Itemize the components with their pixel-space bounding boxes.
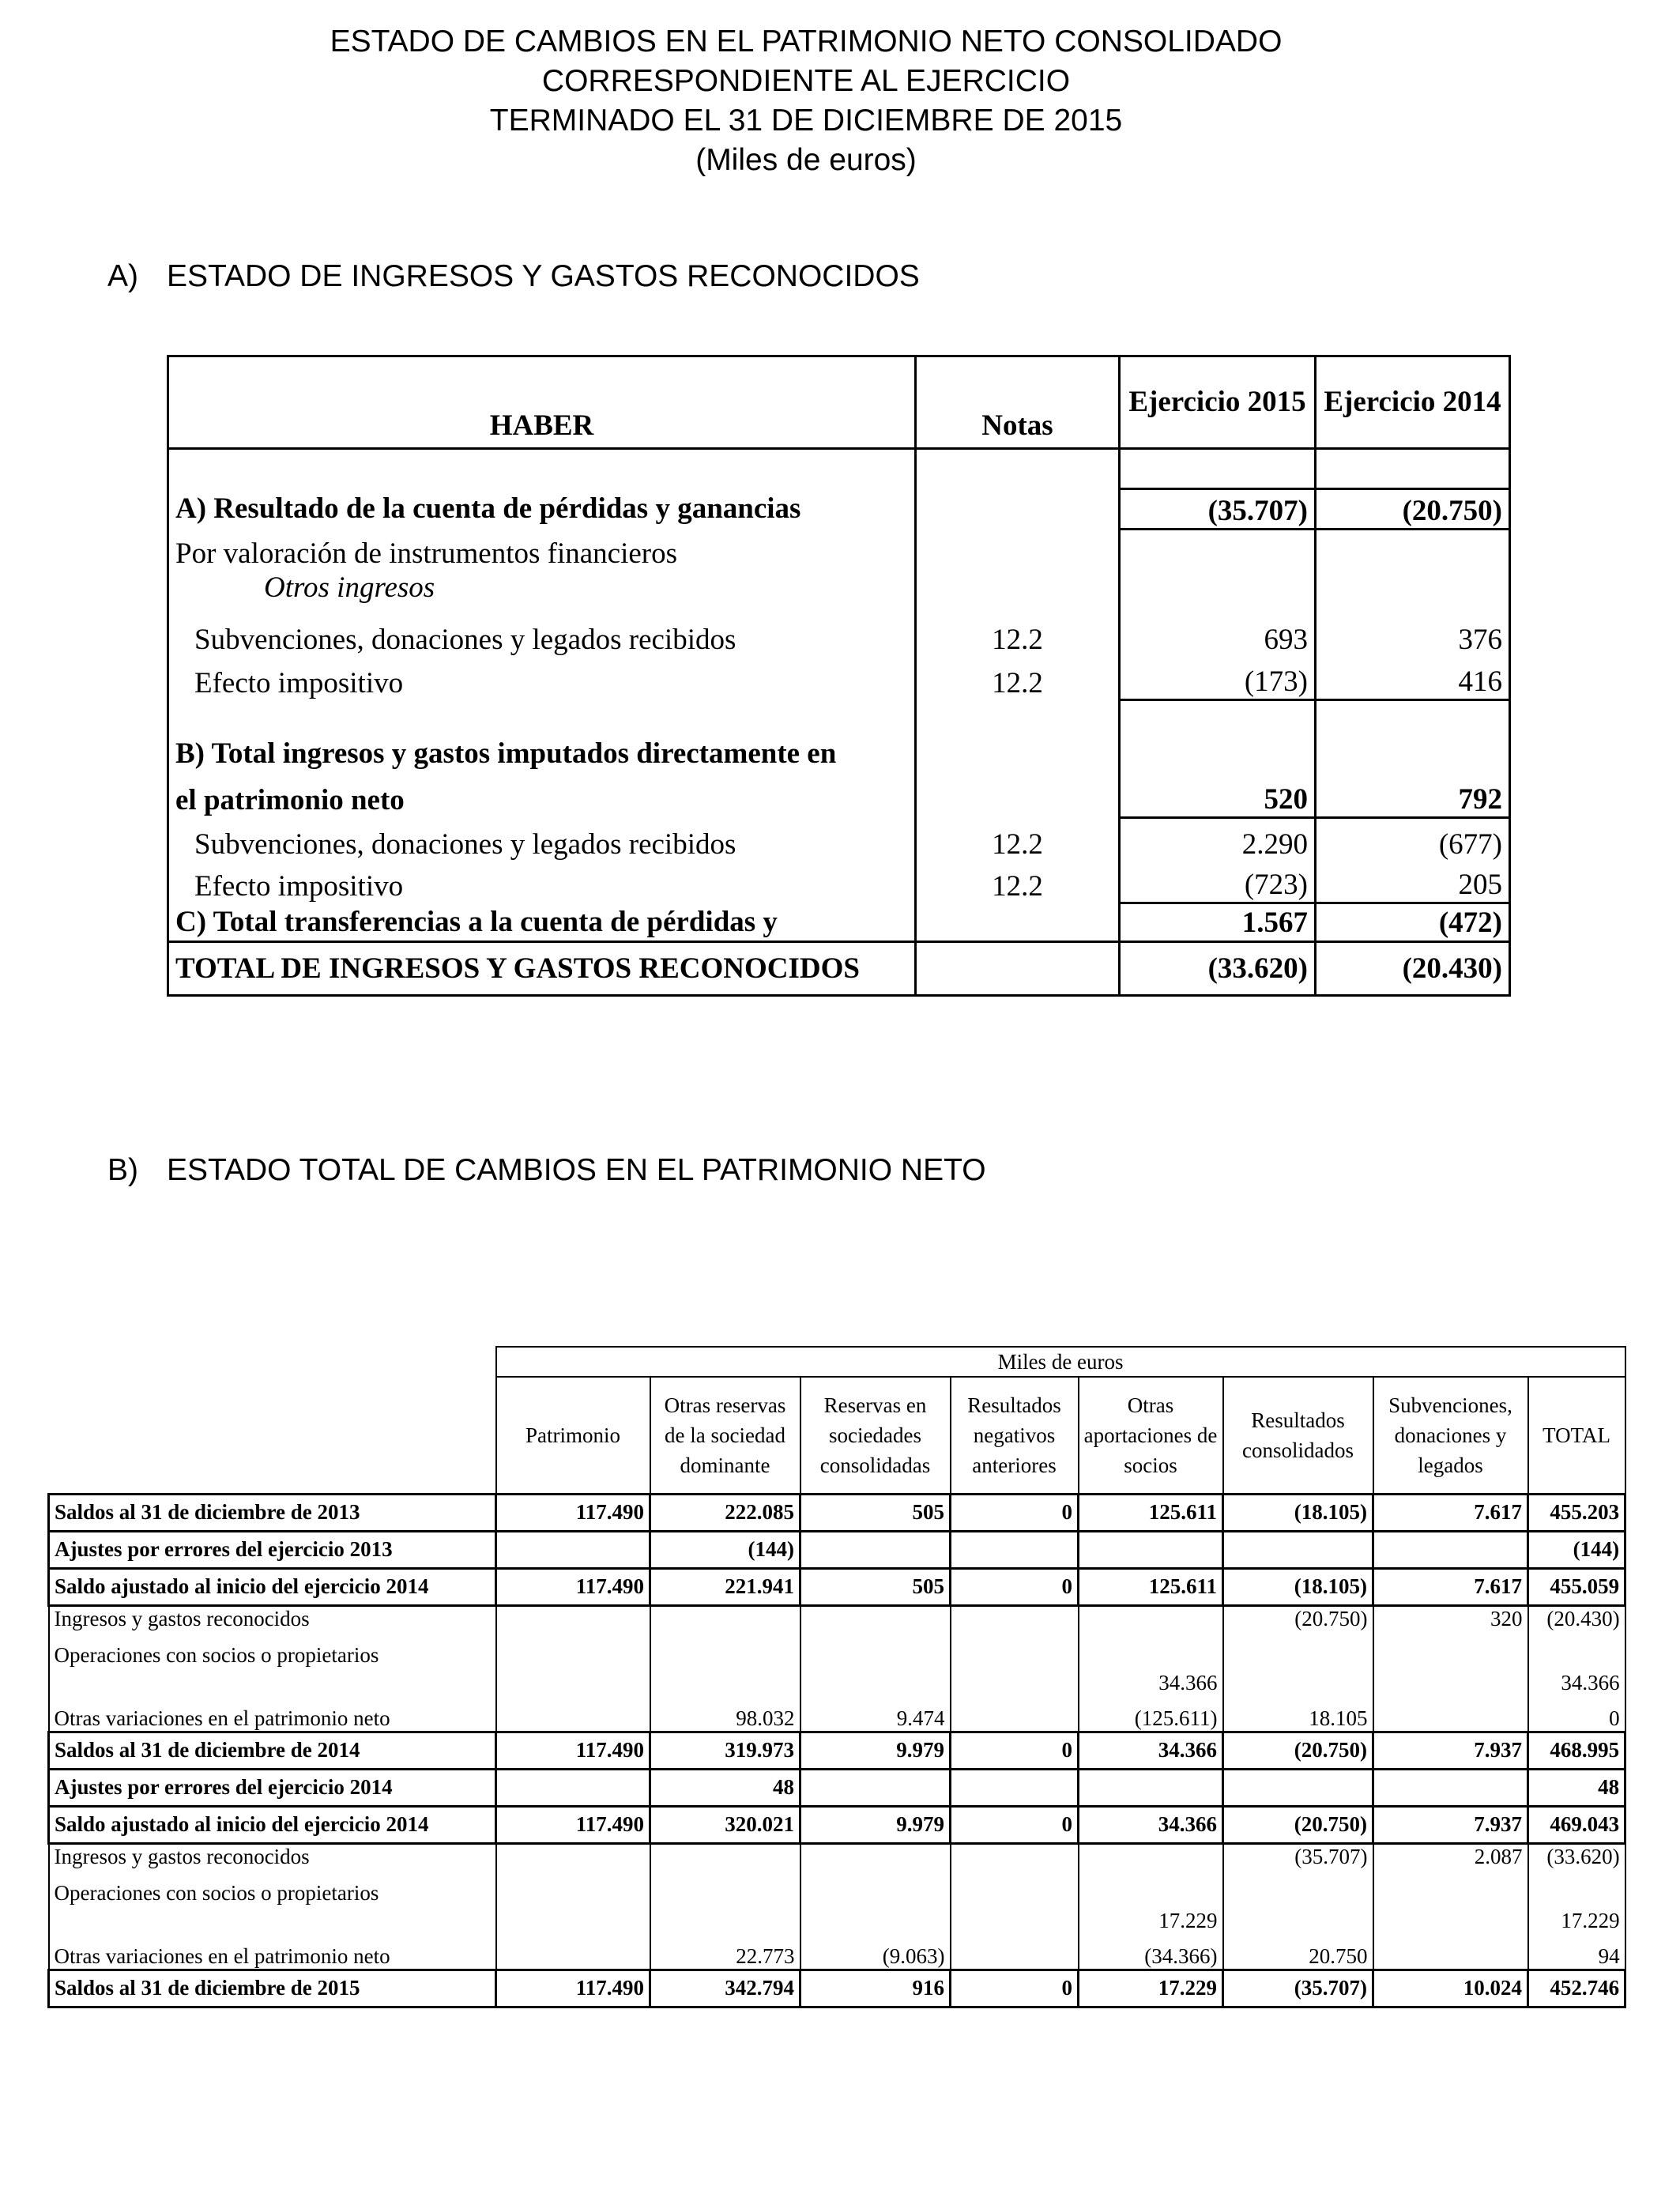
value-2014: (20.430) <box>1316 941 1510 995</box>
cell-value <box>951 1843 1079 1881</box>
header-notas: Notas <box>916 405 1120 448</box>
cell-value <box>496 1769 650 1806</box>
row-label: C) Total transferencias a la cuenta de pérdidas y <box>168 903 916 942</box>
cell-value <box>496 1605 650 1643</box>
cell-value: 319.973 <box>650 1732 800 1769</box>
cell-value: 916 <box>800 1970 951 2007</box>
row-label: Operaciones con socios o propietarios <box>49 1881 496 1933</box>
col-header-subvenciones: Subvenciones, donaciones y legados <box>1373 1377 1528 1494</box>
cell-value: (35.707) <box>1223 1843 1373 1881</box>
cell-value: 98.032 <box>650 1695 800 1732</box>
row-label: Saldos al 31 de diciembre de 2014 <box>49 1732 496 1769</box>
col-header-resultados-negativos: Resultados negativos anteriores <box>951 1377 1079 1494</box>
table-row <box>49 1933 1625 1970</box>
value-2014: (20.750) <box>1316 488 1510 529</box>
cell-value: 125.611 <box>1079 1494 1223 1531</box>
cell-value <box>1223 1643 1373 1695</box>
col-header-patrimonio: Patrimonio <box>496 1377 650 1494</box>
table-row <box>49 1605 1625 1643</box>
cell-value: 0 <box>951 1970 1079 2007</box>
cell-value: (125.611) <box>1079 1695 1223 1732</box>
cell-value: 34.366 <box>1079 1732 1223 1769</box>
cell-value: 455.059 <box>1528 1568 1625 1605</box>
value-2015: (173) <box>1120 657 1316 700</box>
cell-value: 125.611 <box>1079 1568 1223 1605</box>
document-title <box>0 22 1612 180</box>
col-header-total: TOTAL <box>1528 1377 1625 1494</box>
cell-value: 117.490 <box>496 1494 650 1531</box>
row-label: Subvenciones, donaciones y legados recibidos <box>168 613 916 656</box>
table-row <box>49 1881 1625 1933</box>
section-b-title: ESTADO TOTAL DE CAMBIOS EN EL PATRIMONIO NETO <box>167 1153 986 1187</box>
cell-value: 22.773 <box>650 1933 800 1970</box>
row-label: Ingresos y gastos reconocidos <box>49 1843 496 1881</box>
cell-value: (144) <box>650 1531 800 1568</box>
cell-value: 468.995 <box>1528 1732 1625 1769</box>
value-2014: 205 <box>1316 861 1510 903</box>
table-row <box>49 1568 1625 1605</box>
miles-de-euros-header: Miles de euros <box>496 1347 1625 1377</box>
cell-value <box>650 1643 800 1695</box>
cell-value <box>496 1881 650 1933</box>
cell-value: 9.979 <box>800 1806 951 1843</box>
cell-value: 9.979 <box>800 1732 951 1769</box>
cell-value <box>496 1643 650 1695</box>
cell-value <box>1079 1843 1223 1881</box>
col-header-reservas-consolidadas: Reservas en sociedades consolidadas <box>800 1377 951 1494</box>
cell-value <box>496 1531 650 1568</box>
table-row <box>49 1494 1625 1531</box>
title-line-4: (Miles de euros) <box>695 143 917 177</box>
cell-value: 0 <box>1528 1695 1625 1732</box>
row-label: el patrimonio neto <box>168 771 916 817</box>
table-row <box>49 1806 1625 1843</box>
row-label: TOTAL DE INGRESOS Y GASTOS RECONOCIDOS <box>168 941 916 995</box>
cell-value <box>1223 1531 1373 1568</box>
row-label: Subvenciones, donaciones y legados recibidos <box>168 817 916 861</box>
cell-value: (20.750) <box>1223 1605 1373 1643</box>
cell-value: 342.794 <box>650 1970 800 2007</box>
cell-value: 320 <box>1373 1605 1528 1643</box>
cell-value: (34.366) <box>1079 1933 1223 1970</box>
header-haber: HABER <box>168 405 916 448</box>
row-notes: 12.2 <box>916 613 1120 656</box>
cell-value: (20.750) <box>1223 1806 1373 1843</box>
income-expense-table <box>167 355 1511 997</box>
row-label: Ajustes por errores del ejercicio 2013 <box>49 1531 496 1568</box>
cell-value: (20.750) <box>1223 1732 1373 1769</box>
value-2014: 376 <box>1316 613 1510 656</box>
value-2014: (472) <box>1316 903 1510 942</box>
cell-value: 117.490 <box>496 1806 650 1843</box>
table-row <box>49 1695 1625 1732</box>
row-label: A) Resultado de la cuenta de pérdidas y ganancias <box>168 488 916 529</box>
cell-value: 117.490 <box>496 1970 650 2007</box>
row-label: Saldo ajustado al inicio del ejercicio 2014 <box>49 1806 496 1843</box>
row-efecto-1 <box>168 657 1510 700</box>
value-2014: 416 <box>1316 657 1510 700</box>
cell-value: (9.063) <box>800 1933 951 1970</box>
section-a-title: ESTADO DE INGRESOS Y GASTOS RECONOCIDOS <box>167 259 920 293</box>
cell-value <box>951 1933 1079 1970</box>
cell-value <box>1373 1643 1528 1695</box>
cell-value <box>800 1643 951 1695</box>
cell-value: 34.366 <box>1079 1643 1223 1695</box>
cell-value: 17.229 <box>1528 1881 1625 1933</box>
cell-value: 7.937 <box>1373 1806 1528 1843</box>
title-line-1: ESTADO DE CAMBIOS EN EL PATRIMONIO NETO CONSOLIDADO <box>330 25 1283 58</box>
cell-value: 452.746 <box>1528 1970 1625 2007</box>
row-label: Saldos al 31 de diciembre de 2015 <box>49 1970 496 2007</box>
value-2015: (35.707) <box>1120 488 1316 529</box>
section-a-letter: A) <box>107 259 138 293</box>
row-notes: 12.2 <box>916 817 1120 861</box>
cell-value: 117.490 <box>496 1732 650 1769</box>
header-ejercicio-2014: Ejercicio 2014 <box>1316 356 1510 449</box>
cell-value <box>1373 1531 1528 1568</box>
cell-value: 48 <box>650 1769 800 1806</box>
cell-value: 7.617 <box>1373 1494 1528 1531</box>
cell-value <box>1079 1605 1223 1643</box>
value-2014: (677) <box>1316 817 1510 861</box>
cell-value: 94 <box>1528 1933 1625 1970</box>
cell-value: 7.937 <box>1373 1732 1528 1769</box>
row-label: Ajustes por errores del ejercicio 2014 <box>49 1769 496 1806</box>
cell-value: 34.366 <box>1079 1806 1223 1843</box>
value-2015: (723) <box>1120 861 1316 903</box>
cell-value <box>951 1531 1079 1568</box>
table-row <box>49 1970 1625 2007</box>
header-ejercicio-2015: Ejercicio 2015 <box>1120 356 1316 449</box>
col-header-otras-aportaciones: Otras aportaciones de socios <box>1079 1377 1223 1494</box>
cell-value <box>951 1695 1079 1732</box>
cell-value <box>951 1605 1079 1643</box>
value-2015: (33.620) <box>1120 941 1316 995</box>
row-label: Efecto impositivo <box>168 861 916 903</box>
cell-value <box>800 1843 951 1881</box>
cell-value: 320.021 <box>650 1806 800 1843</box>
cell-value: 117.490 <box>496 1568 650 1605</box>
row-subvenciones-1 <box>168 613 1510 656</box>
cell-value <box>1223 1881 1373 1933</box>
row-total-c <box>168 903 1510 942</box>
cell-value <box>496 1695 650 1732</box>
value-2014: 792 <box>1316 771 1510 817</box>
cell-value <box>1079 1531 1223 1568</box>
row-label: B) Total ingresos y gastos imputados directamente en <box>168 700 916 771</box>
title-line-3: TERMINADO EL 31 DE DICIEMBRE DE 2015 <box>489 104 1123 138</box>
cell-value: 0 <box>951 1806 1079 1843</box>
cell-value <box>650 1605 800 1643</box>
cell-value: 469.043 <box>1528 1806 1625 1843</box>
cell-value <box>800 1881 951 1933</box>
cell-value <box>650 1843 800 1881</box>
value-2015: 1.567 <box>1120 903 1316 942</box>
row-label: Otros ingresos <box>168 571 916 613</box>
cell-value: (18.105) <box>1223 1568 1373 1605</box>
cell-value: 505 <box>800 1568 951 1605</box>
row-label: Otras variaciones en el patrimonio neto <box>49 1933 496 1970</box>
cell-value <box>951 1881 1079 1933</box>
cell-value <box>800 1531 951 1568</box>
cell-value: 222.085 <box>650 1494 800 1531</box>
cell-value: 0 <box>951 1568 1079 1605</box>
table-row <box>49 1843 1625 1881</box>
cell-value <box>800 1605 951 1643</box>
col-header-otras-reservas: Otras reservas de la sociedad dominante <box>650 1377 800 1494</box>
cell-value: 0 <box>951 1494 1079 1531</box>
cell-value: 18.105 <box>1223 1695 1373 1732</box>
cell-value: 10.024 <box>1373 1970 1528 2007</box>
cell-value <box>1373 1695 1528 1732</box>
title-line-2: CORRESPONDIENTE AL EJERCICIO <box>541 64 1071 98</box>
value-2015: 2.290 <box>1120 817 1316 861</box>
row-subvenciones-2 <box>168 817 1510 861</box>
section-a-heading <box>107 258 920 295</box>
section-b-letter: B) <box>107 1153 138 1187</box>
row-label: Otras variaciones en el patrimonio neto <box>49 1695 496 1732</box>
row-label: Saldo ajustado al inicio del ejercicio 2014 <box>49 1568 496 1605</box>
table-row <box>49 1732 1625 1769</box>
row-efecto-2 <box>168 861 1510 903</box>
cell-value: 17.229 <box>1079 1881 1223 1933</box>
cell-value: 7.617 <box>1373 1568 1528 1605</box>
table-row <box>49 1769 1625 1806</box>
cell-value <box>951 1769 1079 1806</box>
cell-value: 0 <box>951 1732 1079 1769</box>
cell-value: 505 <box>800 1494 951 1531</box>
cell-value: 9.474 <box>800 1695 951 1732</box>
equity-changes-table <box>47 1346 1626 2008</box>
table-row <box>49 1643 1625 1695</box>
cell-value: 455.203 <box>1528 1494 1625 1531</box>
cell-value: (18.105) <box>1223 1494 1373 1531</box>
cell-value: (35.707) <box>1223 1970 1373 2007</box>
row-notes: 12.2 <box>916 861 1120 903</box>
cell-value: (33.620) <box>1528 1843 1625 1881</box>
table-row <box>49 1531 1625 1568</box>
section-b-heading <box>107 1152 986 1189</box>
row-label: Ingresos y gastos reconocidos <box>49 1605 496 1643</box>
cell-value <box>1373 1881 1528 1933</box>
cell-value: 17.229 <box>1079 1970 1223 2007</box>
cell-value <box>1223 1769 1373 1806</box>
row-notes: 12.2 <box>916 657 1120 700</box>
value-2015: 693 <box>1120 613 1316 656</box>
cell-value <box>1079 1769 1223 1806</box>
row-label: Efecto impositivo <box>168 657 916 700</box>
cell-value: 34.366 <box>1528 1643 1625 1695</box>
row-total-b <box>168 771 1510 817</box>
row-resultado <box>168 488 1510 529</box>
value-2015: 520 <box>1120 771 1316 817</box>
row-label: Saldos al 31 de diciembre de 2013 <box>49 1494 496 1531</box>
cell-value <box>1373 1769 1528 1806</box>
cell-value <box>650 1881 800 1933</box>
cell-value <box>496 1933 650 1970</box>
cell-value <box>951 1643 1079 1695</box>
cell-value: (20.430) <box>1528 1605 1625 1643</box>
cell-value <box>496 1843 650 1881</box>
row-label: Operaciones con socios o propietarios <box>49 1643 496 1695</box>
cell-value: 2.087 <box>1373 1843 1528 1881</box>
cell-value <box>800 1769 951 1806</box>
cell-value: 221.941 <box>650 1568 800 1605</box>
row-label: Por valoración de instrumentos financieros <box>168 529 916 571</box>
cell-value: (144) <box>1528 1531 1625 1568</box>
cell-value: 48 <box>1528 1769 1625 1806</box>
row-total-ingresos-gastos <box>168 941 1510 995</box>
cell-value <box>1373 1933 1528 1970</box>
cell-value: 20.750 <box>1223 1933 1373 1970</box>
col-header-resultados-consolidados: Resultados consolidados <box>1223 1377 1373 1494</box>
